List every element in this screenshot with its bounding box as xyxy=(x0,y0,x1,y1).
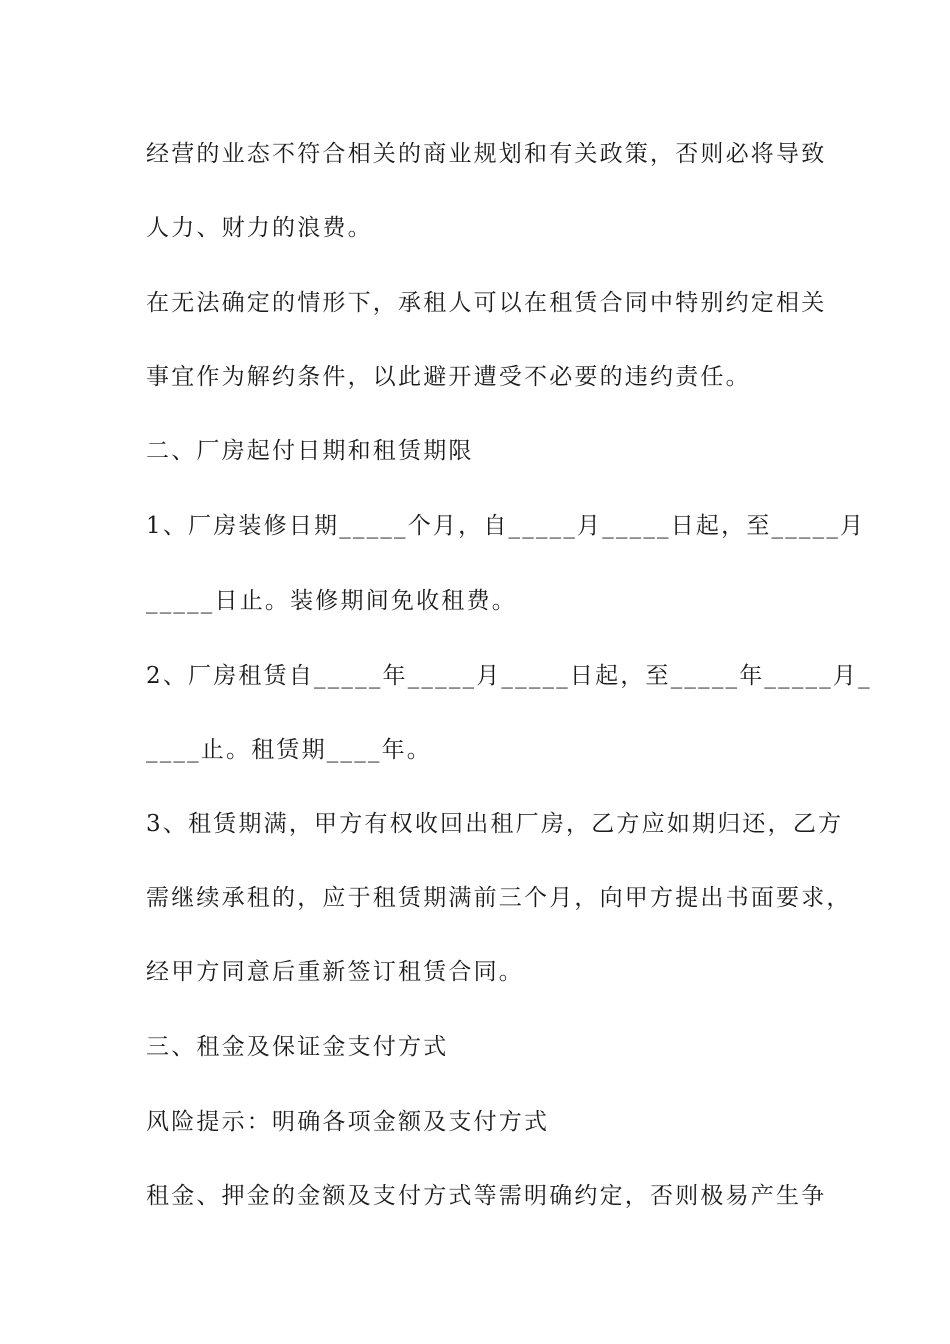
clause-line: _____日止。装修期间免收租费。 xyxy=(146,588,517,614)
clause-line: ____止。租赁期____年。 xyxy=(146,737,432,763)
clause-line: 2、厂房租赁自_____年_____月_____日起，至_____年_____月_ xyxy=(146,663,872,689)
clause-line: 需继续承租的，应于租赁期满前三个月，向甲方提出书面要求， xyxy=(146,885,852,911)
paragraph-line: 租金、押金的金额及支付方式等需明确约定，否则极易产生争 xyxy=(146,1183,827,1209)
paragraph-line: 在无法确定的情形下，承租人可以在租赁合同中特别约定相关 xyxy=(146,290,827,316)
clause-line: 3、租赁期满，甲方有权收回出租厂房，乙方应如期归还，乙方 xyxy=(146,811,844,837)
section-heading: 二、厂房起付日期和租赁期限 xyxy=(146,438,474,464)
paragraph-line: 人力、财力的浪费。 xyxy=(146,215,373,241)
clause-line: 经甲方同意后重新签订租赁合同。 xyxy=(146,959,524,985)
clause-line: 1、厂房装修日期_____个月，自_____月_____日起，至_____月 xyxy=(146,513,866,539)
section-heading: 三、租金及保证金支付方式 xyxy=(146,1034,449,1060)
risk-note: 风险提示：明确各项金额及支付方式 xyxy=(146,1109,550,1135)
paragraph-line: 事宜作为解约条件，以此避开遭受不必要的违约责任。 xyxy=(146,364,751,390)
paragraph-line: 经营的业态不符合相关的商业规划和有关政策，否则必将导致 xyxy=(146,141,827,167)
